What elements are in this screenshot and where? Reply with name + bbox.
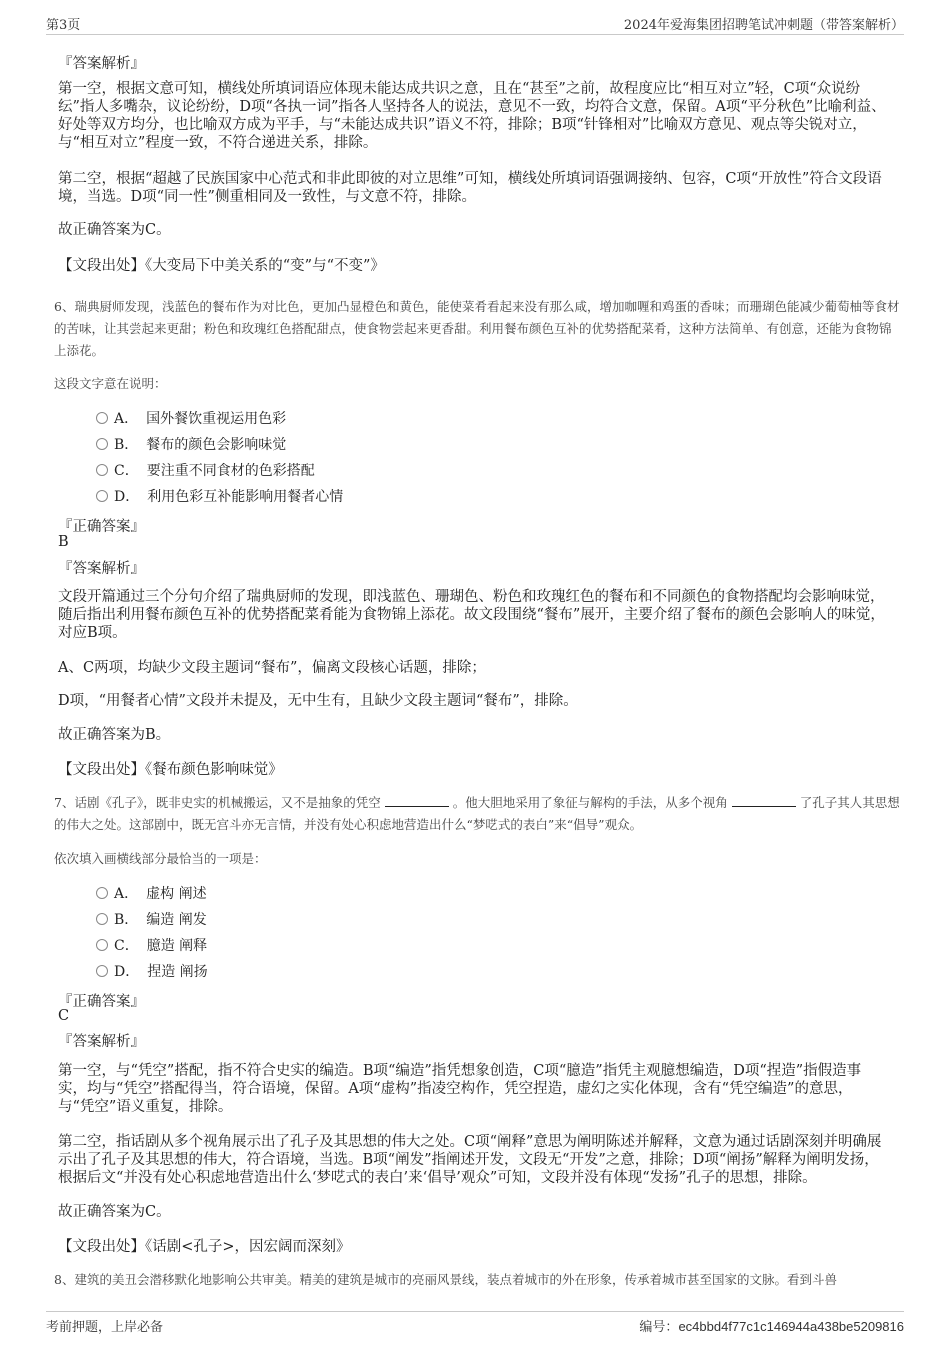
page-header: [46, 12, 904, 35]
option-text: 餐布的颜色会影响味觉: [146, 437, 287, 453]
option-letter: C．: [114, 938, 139, 954]
q6-correct-label: 『正确答案』: [58, 519, 145, 535]
q6-analysis-label: 『答案解析』: [58, 561, 145, 577]
q7-text-3: 了孔子其人其思想的伟大之处。这部剧中，既无宫斗亦无言情，并没有处心积虑地营造出什么“梦呓式的表白”来“倡导”观众。: [54, 795, 900, 832]
option-letter: C．: [114, 463, 139, 479]
option-text: 利用色彩互补能影响用餐者心情: [147, 489, 344, 505]
radio-icon: [96, 913, 108, 925]
q6-source: 【文段出处】《餐布颜色影响味觉》: [58, 762, 283, 778]
q7-option-d[interactable]: [96, 961, 208, 981]
option-text: 国外餐饮重视运用色彩: [146, 411, 287, 427]
q5-analysis-p1: 第一空，根据文意可知，横线处所填词语应体现未能达成共识之意，且在“甚至”之前，故程度应比“相互对立”轻，C项“众说纷纭”指人多嘴杂，议论纷纷，D项“各执一词”指各人坚持各人的说法，意见不一致，均符合文意，保留。A项“平分秋色”比喻利益、好处等双方均分，也比喻双方成为平手，与“未能达成共识”语义不符，排除；B项“针锋相对”比喻双方意见、观点等尖锐对立，与“相互对立”程度一致，不符合递进关系，排除。: [58, 81, 886, 151]
blank-line: [732, 794, 796, 807]
radio-icon: [96, 887, 108, 899]
page-footer: [46, 1311, 904, 1338]
option-letter: B．: [114, 437, 139, 453]
radio-icon: [96, 464, 108, 476]
q7-correct-label: 『正确答案』: [58, 994, 145, 1010]
q7-correct-answer: C: [58, 1008, 70, 1024]
q7-text-2: 。他大胆地采用了象征与解构的手法，从多个视角: [452, 795, 728, 810]
footer-slogan: 考前押题，上岸必备: [46, 1320, 164, 1335]
option-text: 编造 阐发: [146, 912, 207, 928]
q6-conclusion: 故正确答案为B。: [58, 727, 171, 743]
code-label: 编号：: [639, 1320, 679, 1335]
page-number: 第3页: [46, 18, 81, 33]
option-letter: B．: [114, 912, 139, 928]
document-title: 2024年爱海集团招聘笔试冲刺题（带答案解析）: [623, 18, 904, 33]
option-text: 捏造 阐扬: [147, 964, 208, 980]
radio-icon: [96, 412, 108, 424]
q6-analysis-p2: A、C两项，均缺少文段主题词“餐布”，偏离文段核心话题，排除；: [58, 660, 486, 676]
radio-icon: [96, 939, 108, 951]
q5-analysis-label: 『答案解析』: [58, 56, 145, 72]
q6-analysis-p1: 文段开篇通过三个分句介绍了瑞典厨师的发现，即浅蓝色、珊瑚色、粉色和玫瑰红色的餐布和不同颜色的食物搭配均会影响味觉，随后指出利用餐布颜色互补的优势搭配菜肴能为食物锦上添花。故文段围绕“餐布”展开，主要介绍了餐布的颜色会影响人的味觉，对应B项。: [58, 589, 885, 641]
q7-option-b[interactable]: [96, 909, 207, 929]
radio-icon: [96, 965, 108, 977]
blank-line: [385, 794, 449, 807]
q7-prompt: 依次填入画横线部分最恰当的一项是：: [54, 851, 267, 866]
q7-conclusion: 故正确答案为C。: [58, 1204, 171, 1220]
q6-option-b[interactable]: [96, 434, 286, 454]
option-text: 臆造 阐释: [146, 938, 208, 954]
option-text: 要注重不同食材的色彩搭配: [146, 463, 315, 479]
q7-text-1: 7、话剧《孔子》，既非史实的机械搬运，又不是抽象的凭空: [54, 795, 381, 810]
q6-question: 6、瑞典厨师发现，浅蓝色的餐布作为对比色，更加凸显橙色和黄色，能使菜肴看起来没有那么咸，增加咖喱和鸡蛋的香味；而珊瑚色能减少葡萄柚等食材的苦味，让其尝起来更甜；粉色和玫瑰红色搭配甜点，使食物尝起来更香甜。利用餐布颜色互补的优势搭配菜肴，这种方法简单、有创意，还能为食物锦上添花。: [54, 299, 900, 358]
q7-analysis-p1: 第一空，与“凭空”搭配，指不符合史实的编造。B项“编造”指凭想象创造，C项“臆造”指凭主观臆想编造，D项“捏造”指假造事实，均与“凭空”搭配得当，符合语境，保留。A项“虚构”指凌空构作，凭空捏造，虚幻之实化体现，含有“凭空编造”的意思，与“凭空”语义重复，排除。: [58, 1063, 862, 1115]
q5-analysis-p2: 第二空，根据“超越了民族国家中心范式和非此即彼的对立思维”可知，横线处所填词语强调接纳、包容，C项“开放性”符合文段语境，当选。D项“同一性”侧重相同及一致性，与文意不符，排除。: [58, 171, 882, 205]
option-letter: A．: [114, 411, 139, 427]
radio-icon: [96, 438, 108, 450]
q6-correct-answer: B: [58, 534, 69, 550]
option-letter: D．: [114, 489, 140, 505]
option-text: 虚构 阐述: [146, 886, 207, 902]
q6-analysis-p3: D项，“用餐者心情”文段并未提及，无中生有，且缺少文段主题词“餐布”，排除。: [58, 693, 578, 709]
option-letter: D．: [114, 964, 140, 980]
code-value: ec4bbd4f77c1c146944a438be5209816: [678, 1319, 904, 1334]
q7-option-a[interactable]: [96, 883, 207, 903]
q6-option-c[interactable]: [96, 460, 315, 480]
q7-analysis-label: 『答案解析』: [58, 1034, 145, 1050]
document-code: [639, 1316, 904, 1335]
q6-option-d[interactable]: [96, 486, 343, 506]
radio-icon: [96, 490, 108, 502]
q7-source: 【文段出处】《话剧<孔子>，因宏阔而深刻》: [58, 1239, 351, 1255]
q6-prompt: 这段文字意在说明：: [54, 376, 167, 391]
option-letter: A．: [114, 886, 139, 902]
q5-conclusion: 故正确答案为C。: [58, 222, 171, 238]
q5-source: 【文段出处】《大变局下中美关系的“变”与“不变”》: [58, 258, 385, 274]
q8-question: 8、建筑的美丑会潜移默化地影响公共审美。精美的建筑是城市的亮丽风景线，装点着城市的外在形象，传承着城市甚至国家的文脉。看到斗兽: [54, 1272, 837, 1287]
q7-analysis-p2: 第二空，指话剧从多个视角展示出了孔子及其思想的伟大之处。C项“阐释”意思为阐明陈述并解释，文意为通过话剧深刻并明确展示出了孔子及其思想的伟大，符合语境，当选。B项“阐发”指阐述开发，文段无“开发”之意，排除；D项“阐扬”解释为阐明发扬，根据后文“并没有处心积虑地营造出什么‘梦呓式的表白’来‘倡导’观众”可知，文段并没有体现“发扬”孔子的思想，排除。: [58, 1134, 882, 1186]
q6-option-a[interactable]: [96, 408, 286, 428]
q7-option-c[interactable]: [96, 935, 207, 955]
q7-question: [54, 792, 900, 836]
